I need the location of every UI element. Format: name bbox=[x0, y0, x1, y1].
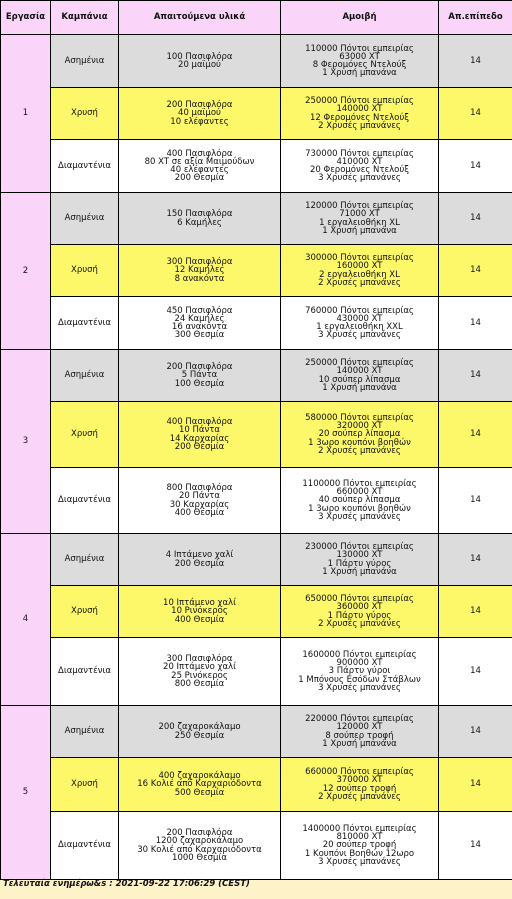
cell-line: 450 Πασιφλόρα bbox=[166, 305, 233, 316]
header-campaign: Καμπάνια bbox=[51, 1, 119, 35]
task-number: 1 bbox=[1, 35, 51, 193]
table-row bbox=[1, 638, 512, 706]
required-level: 14 bbox=[439, 758, 512, 812]
cell-line: 360000 XT bbox=[336, 602, 383, 613]
reward-cell bbox=[281, 706, 439, 758]
materials-cell bbox=[119, 35, 281, 88]
header-row bbox=[1, 1, 512, 35]
reward-cell bbox=[281, 35, 439, 88]
campaign-name: Διαμαντένια bbox=[51, 297, 119, 350]
cell-line: 200 Θεσμία bbox=[174, 441, 225, 452]
cell-line: 1 Χρυσή μπανάνα bbox=[322, 225, 397, 236]
table-body bbox=[1, 35, 512, 880]
cell-line: 2 εργαλειοθήκη XL bbox=[319, 269, 400, 280]
cell-line: 20 σούπερ τροφή bbox=[322, 840, 397, 851]
cell-line: 120000 Πόντοι εμπειρίας bbox=[305, 201, 414, 212]
cell-line: 100 Θεσμία bbox=[174, 378, 225, 389]
cell-line: 500 Θεσμία bbox=[174, 787, 225, 798]
cell-line: 3 Χρυσές μπανάνες bbox=[318, 856, 401, 867]
table-row bbox=[1, 88, 512, 140]
reward-cell bbox=[281, 534, 439, 586]
campaign-name: Διαμαντένια bbox=[51, 468, 119, 534]
cell-line: 370000 XT bbox=[336, 775, 383, 786]
campaign-name: Διαμαντένια bbox=[51, 140, 119, 193]
cell-line: 10 σούπερ λίπασμα bbox=[318, 374, 401, 385]
cell-line: 8 Φερομόνες Ντελούξ bbox=[312, 60, 407, 70]
reward-cell bbox=[281, 812, 439, 880]
cell-line: 2 Χρυσές μπανάνες bbox=[318, 120, 401, 131]
cell-line: 30 Κολιέ από Καρχαριόδοντα bbox=[137, 844, 262, 855]
cell-line: 140000 XT bbox=[336, 366, 383, 377]
campaign-name: Ασημένια bbox=[51, 35, 119, 88]
cell-line: 12 Καμήλες bbox=[174, 265, 225, 276]
reward-cell bbox=[281, 245, 439, 297]
campaign-name: Ασημένια bbox=[51, 706, 119, 758]
header-task: Εργασία bbox=[1, 1, 51, 35]
cell-line: 220000 Πόντοι εμπειρίας bbox=[305, 714, 414, 725]
cell-line: 100 Πασιφλόρα bbox=[166, 51, 233, 62]
cell-line: 80 XT σε αξία Μαιμούδων bbox=[144, 156, 255, 167]
cell-line: 900000 XT bbox=[336, 658, 383, 669]
cell-line: 320000 XT bbox=[336, 421, 383, 432]
cell-line: 71000 XT bbox=[339, 209, 380, 220]
table-row bbox=[1, 706, 512, 758]
task-number: 4 bbox=[1, 534, 51, 706]
cell-line: 3 Χρυσές μπανάνες bbox=[318, 682, 401, 693]
cell-line: 250000 Πόντοι εμπειρίας bbox=[305, 358, 414, 369]
cell-line: 20 Ιπτάμενο χαλί bbox=[163, 662, 236, 673]
reward-cell bbox=[281, 297, 439, 350]
required-level: 14 bbox=[439, 638, 512, 706]
campaign-name: Χρυσή bbox=[51, 245, 119, 297]
cell-line: 1 Πάρτυ γύρος bbox=[327, 610, 392, 621]
cell-line: 40 μαϊμού bbox=[178, 108, 221, 119]
table-row bbox=[1, 297, 512, 350]
reward-cell bbox=[281, 140, 439, 193]
cell-line: 650000 Πόντοι εμπειρίας bbox=[305, 594, 414, 605]
table-row bbox=[1, 35, 512, 88]
reward-cell bbox=[281, 758, 439, 812]
cell-line: 120000 XT bbox=[336, 722, 383, 733]
cell-line: 12 Φερομόνες Ντελούξ bbox=[310, 112, 409, 123]
table-row bbox=[1, 350, 512, 402]
required-level: 14 bbox=[439, 245, 512, 297]
cell-line: 5 Πάντα bbox=[181, 370, 218, 381]
required-level: 14 bbox=[439, 193, 512, 245]
cell-line: 200 Θεσμία bbox=[174, 558, 225, 569]
table-row bbox=[1, 812, 512, 880]
cell-line: 160000 XT bbox=[336, 261, 383, 272]
cell-line: 1400000 Πόντοι εμπειρίας bbox=[302, 823, 417, 834]
cell-line: 1 Χρυσή μπανάνα bbox=[322, 68, 397, 79]
reward-cell bbox=[281, 402, 439, 468]
cell-line: 200 Θεσμία bbox=[174, 173, 225, 184]
cell-line: 16 Κολιέ από Καρχαριόδοντα bbox=[137, 779, 262, 790]
cell-line: 6 Καμήλες bbox=[177, 217, 222, 228]
cell-line: 4 Ιπτάμενο χαλί bbox=[165, 550, 234, 561]
cell-line: 8 ανακόντα bbox=[174, 273, 225, 284]
materials-cell bbox=[119, 758, 281, 812]
campaign-name: Ασημένια bbox=[51, 193, 119, 245]
materials-cell bbox=[119, 638, 281, 706]
cell-line: 14 Καρχαρίας bbox=[169, 433, 230, 444]
cell-line: 40 ελέφαντες bbox=[170, 165, 229, 175]
table-row bbox=[1, 245, 512, 297]
cell-line: 3 Χρυσές μπανάνες bbox=[318, 511, 401, 522]
cell-line: 1 Χρυσή μπανάνα bbox=[322, 738, 397, 749]
cell-line: 1100000 Πόντοι εμπειρίας bbox=[302, 478, 417, 489]
materials-cell bbox=[119, 706, 281, 758]
required-level: 14 bbox=[439, 402, 512, 468]
cell-line: 1 3ωρο κουπόνι βοηθών bbox=[308, 437, 411, 448]
cell-line: 1 εργαλειοθήκη XXL bbox=[316, 322, 403, 332]
materials-cell bbox=[119, 88, 281, 140]
materials-cell bbox=[119, 140, 281, 193]
cell-line: 1 Χρυσή μπανάνα bbox=[322, 566, 397, 577]
required-level: 14 bbox=[439, 706, 512, 758]
materials-cell bbox=[119, 586, 281, 638]
table-row bbox=[1, 586, 512, 638]
cell-line: 20 Πάντα bbox=[179, 491, 220, 502]
reward-cell bbox=[281, 193, 439, 245]
cell-line: 24 Καμήλες bbox=[174, 313, 225, 324]
cell-line: 1 Κουπόνι Βοηθών 12ωρο bbox=[304, 848, 415, 859]
cell-line: 200 Πασιφλόρα bbox=[166, 100, 233, 111]
required-level: 14 bbox=[439, 140, 512, 193]
materials-cell bbox=[119, 812, 281, 880]
cell-line: 1200 ζαχαροκάλαμο bbox=[155, 836, 244, 847]
cell-line: 1 εργαλειοθήκη XL bbox=[319, 217, 400, 228]
materials-cell bbox=[119, 350, 281, 402]
cell-line: 2 Χρυσές μπανάνες bbox=[318, 791, 401, 802]
required-level: 14 bbox=[439, 812, 512, 880]
cell-line: 10 Ρινόκερος bbox=[171, 606, 228, 617]
cell-line: 140000 XT bbox=[336, 104, 383, 115]
header-materials: Απαιτούμενα υλικά bbox=[119, 1, 281, 35]
cell-line: 300 Πασιφλόρα bbox=[166, 654, 233, 665]
header-reward: Αμοιβή bbox=[281, 1, 439, 35]
cell-line: 200 Πασιφλόρα bbox=[166, 362, 233, 373]
cell-line: 400 Πασιφλόρα bbox=[166, 148, 233, 159]
cell-line: 400 Θεσμία bbox=[174, 614, 225, 625]
cell-line: 800 Θεσμία bbox=[174, 678, 225, 689]
header-level: Απ.επίπεδο bbox=[439, 1, 512, 35]
cell-line: 20 σούπερ λίπασμα bbox=[318, 429, 401, 440]
required-level: 14 bbox=[439, 35, 512, 88]
cell-line: 580000 Πόντοι εμπειρίας bbox=[305, 412, 414, 423]
cell-line: 760000 Πόντοι εμπειρίας bbox=[305, 305, 414, 316]
cell-line: 200 ζαχαροκάλαμο bbox=[158, 722, 241, 733]
reward-cell bbox=[281, 586, 439, 638]
cell-line: 410000 XT bbox=[336, 156, 383, 167]
cell-line: 12 σούπερ τροφή bbox=[322, 783, 397, 794]
table-row bbox=[1, 468, 512, 534]
cell-line: 400 Πασιφλόρα bbox=[166, 417, 233, 428]
cell-line: 300000 Πόντοι εμπειρίας bbox=[305, 253, 414, 264]
required-level: 14 bbox=[439, 534, 512, 586]
cell-line: 400 ζαχαροκάλαμο bbox=[158, 771, 241, 782]
cell-line: 40 σούπερ λίπασμα bbox=[318, 495, 401, 506]
task-number: 5 bbox=[1, 706, 51, 880]
cell-line: 3 Πάρτυ γύροι bbox=[328, 666, 391, 677]
cell-line: 30 Καρχαρίας bbox=[169, 499, 230, 510]
cell-line: 250 Θεσμία bbox=[174, 730, 225, 741]
cell-line: 1600000 Πόντοι εμπειρίας bbox=[302, 649, 417, 660]
required-level: 14 bbox=[439, 586, 512, 638]
table-row bbox=[1, 140, 512, 193]
table-row bbox=[1, 402, 512, 468]
cell-line: 430000 XT bbox=[336, 313, 383, 324]
campaign-name: Διαμαντένια bbox=[51, 812, 119, 880]
cell-line: 110000 Πόντοι εμπειρίας bbox=[305, 43, 414, 54]
campaign-name: Ασημένια bbox=[51, 534, 119, 586]
cell-line: 230000 Πόντοι εμπειρίας bbox=[305, 542, 414, 553]
reward-cell bbox=[281, 350, 439, 402]
cell-line: 3 Χρυσές μπανάνες bbox=[318, 173, 401, 184]
required-level: 14 bbox=[439, 468, 512, 534]
cell-line: 20 μαϊμού bbox=[178, 60, 221, 70]
cell-line: 810000 XT bbox=[336, 832, 383, 843]
task-number: 2 bbox=[1, 193, 51, 350]
campaign-name: Χρυσή bbox=[51, 758, 119, 812]
campaign-name: Χρυσή bbox=[51, 402, 119, 468]
materials-cell bbox=[119, 193, 281, 245]
cell-line: 800 Πασιφλόρα bbox=[166, 483, 233, 494]
required-level: 14 bbox=[439, 350, 512, 402]
campaign-name: Χρυσή bbox=[51, 88, 119, 140]
cell-line: 3 Χρυσές μπανάνες bbox=[318, 330, 401, 341]
cell-line: 400 Θεσμία bbox=[174, 507, 225, 518]
table-row bbox=[1, 193, 512, 245]
materials-cell bbox=[119, 534, 281, 586]
cell-line: 25 Ρινόκερος bbox=[171, 670, 228, 681]
cell-line: 10 ελέφαντες bbox=[170, 116, 229, 127]
cell-line: 1000 Θεσμία bbox=[172, 852, 227, 863]
cell-line: 2 Χρυσές μπανάνες bbox=[318, 277, 401, 288]
materials-cell bbox=[119, 245, 281, 297]
cell-line: 63000 XT bbox=[339, 51, 380, 62]
cell-line: 10 Ιπτάμενο χαλί bbox=[163, 598, 236, 609]
materials-cell bbox=[119, 402, 281, 468]
reward-cell bbox=[281, 638, 439, 706]
cell-line: 130000 XT bbox=[336, 550, 383, 561]
required-level: 14 bbox=[439, 297, 512, 350]
cell-line: 2 Χρυσές μπανάνες bbox=[318, 445, 401, 456]
cell-line: 730000 Πόντοι εμπειρίας bbox=[305, 148, 414, 159]
cell-line: 200 Πασιφλόρα bbox=[166, 828, 233, 839]
reward-cell bbox=[281, 88, 439, 140]
campaign-name: Ασημένια bbox=[51, 350, 119, 402]
cell-line: 660000 XT bbox=[336, 487, 383, 498]
cell-line: 16 ανακόντα bbox=[171, 322, 228, 332]
cell-line: 1 Μπόνους Εσόδων Στάβλων bbox=[298, 674, 421, 685]
required-level: 14 bbox=[439, 88, 512, 140]
cell-line: 10 Πάντα bbox=[179, 425, 220, 436]
cell-line: 1 Πάρτυ γύρος bbox=[327, 558, 392, 569]
cell-line: 300 Πασιφλόρα bbox=[166, 257, 233, 268]
cell-line: 660000 Πόντοι εμπειρίας bbox=[305, 767, 414, 778]
cell-line: 300 Θεσμία bbox=[174, 330, 225, 341]
materials-cell bbox=[119, 468, 281, 534]
cell-line: 250000 Πόντοι εμπειρίας bbox=[305, 96, 414, 107]
cell-line: 150 Πασιφλόρα bbox=[166, 209, 233, 220]
table-row bbox=[1, 758, 512, 812]
task-number: 3 bbox=[1, 350, 51, 534]
materials-cell bbox=[119, 297, 281, 350]
last-updated: Τελευταία ενημέρω&s : 2021-09-22 17:06:29 (CEST) bbox=[3, 879, 250, 889]
campaign-name: Διαμαντένια bbox=[51, 638, 119, 706]
cell-line: 2 Χρυσές μπανάνες bbox=[318, 618, 401, 629]
reward-cell bbox=[281, 468, 439, 534]
campaign-name: Χρυσή bbox=[51, 586, 119, 638]
cell-line: 8 σούπερ τροφή bbox=[325, 730, 394, 741]
cell-line: 1 Χρυσή μπανάνα bbox=[322, 382, 397, 393]
cell-line: 20 Φερομόνες Ντελούξ bbox=[310, 165, 409, 175]
cell-line: 1 3ωρο κουπόνι βοηθών bbox=[308, 503, 411, 514]
table-row bbox=[1, 534, 512, 586]
